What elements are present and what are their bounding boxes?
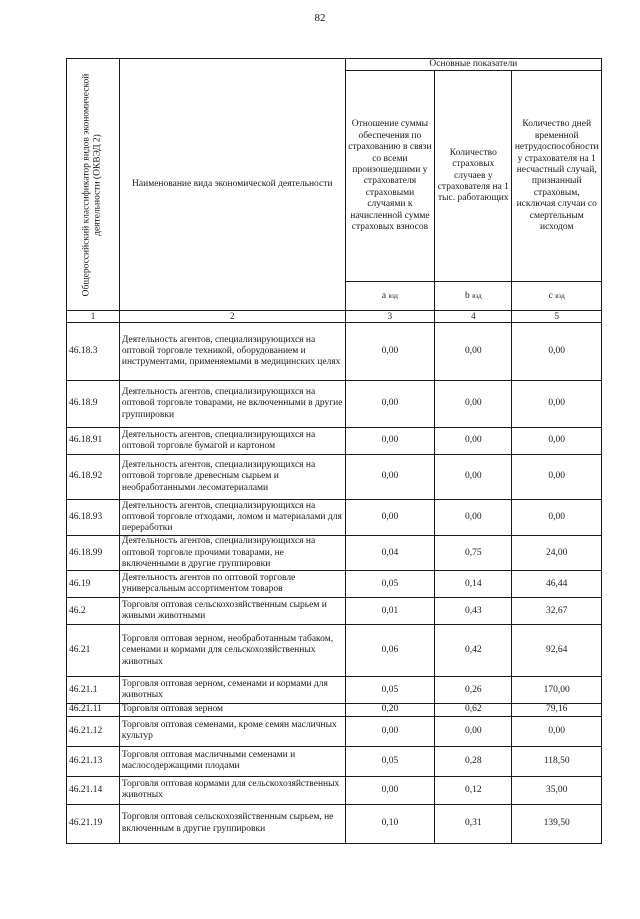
header-col-a: Отношение суммы обеспечения по страхованию в связи со всеми произошедшими у страхователя страховыми случаями к начисленной сумме страховых взносов — [345, 71, 435, 282]
row-activity-name: Деятельность агентов, специализирующихся на оптовой торговле техникой, оборудованием и инструментами, применяемыми в медицинских целях — [119, 323, 345, 381]
row-value-b: 0,00 — [435, 716, 512, 746]
symbol-c-sub: вэд — [555, 291, 565, 300]
row-code: 46.19 — [67, 571, 120, 598]
row-code: 46.2 — [67, 598, 120, 625]
table-row — [67, 704, 602, 716]
table-row — [67, 381, 602, 428]
row-value-a: 0,00 — [345, 776, 435, 804]
col-number-5: 5 — [512, 311, 602, 323]
row-code: 46.18.3 — [67, 323, 120, 381]
row-value-c: 79,16 — [512, 704, 602, 716]
row-value-c: 92,64 — [512, 625, 602, 677]
row-value-b: 0,14 — [435, 571, 512, 598]
table-row — [67, 716, 602, 746]
row-value-c: 24,00 — [512, 536, 602, 571]
header-activity-name: Наименование вида экономической деятельности — [119, 59, 345, 311]
row-code: 46.21.1 — [67, 677, 120, 704]
row-value-c: 118,50 — [512, 746, 602, 776]
row-code: 46.18.91 — [67, 428, 120, 455]
row-value-c: 46,44 — [512, 571, 602, 598]
row-code: 46.18.92 — [67, 455, 120, 500]
page-number: 82 — [314, 12, 326, 24]
row-value-b: 0,00 — [435, 323, 512, 381]
col-number-1: 1 — [67, 311, 120, 323]
header-col-c: Количество дней временной нетрудоспособности у страхователя на 1 несчастный случай, признанный страховым, исключая случаи со смертельным исходом — [512, 71, 602, 282]
row-activity-name: Торговля оптовая зерном, семенами и кормами для животных — [119, 677, 345, 704]
row-value-c: 32,67 — [512, 598, 602, 625]
row-activity-name: Торговля оптовая кормами для сельскохозяйственных животных — [119, 776, 345, 804]
row-value-a: 0,20 — [345, 704, 435, 716]
row-code: 46.18.93 — [67, 500, 120, 536]
table-row — [67, 571, 602, 598]
header-okved — [67, 59, 120, 311]
row-code: 46.21.14 — [67, 776, 120, 804]
row-code: 46.18.99 — [67, 536, 120, 571]
header-okved-text: Общероссийский классификатор видов экономической деятельности (ОКВЭД 2) — [81, 73, 103, 297]
row-value-a: 0,00 — [345, 716, 435, 746]
row-value-b: 0,31 — [435, 804, 512, 843]
row-value-b: 0,75 — [435, 536, 512, 571]
row-code: 46.18.9 — [67, 381, 120, 428]
table-row — [67, 677, 602, 704]
row-value-b: 0,00 — [435, 500, 512, 536]
row-value-c: 0,00 — [512, 716, 602, 746]
row-value-a: 0,05 — [345, 571, 435, 598]
row-value-a: 0,05 — [345, 677, 435, 704]
row-value-a: 0,00 — [345, 323, 435, 381]
table-row — [67, 500, 602, 536]
row-value-b: 0,42 — [435, 625, 512, 677]
row-value-c: 35,00 — [512, 776, 602, 804]
row-value-c: 0,00 — [512, 455, 602, 500]
row-activity-name: Деятельность агентов по оптовой торговле универсальным ассортиментом товаров — [119, 571, 345, 598]
row-value-a: 0,00 — [345, 455, 435, 500]
row-value-a: 0,01 — [345, 598, 435, 625]
table-row — [67, 804, 602, 843]
row-code: 46.21.11 — [67, 704, 120, 716]
row-activity-name: Деятельность агентов, специализирующихся на оптовой торговле отходами, ломом и материалами для переработки — [119, 500, 345, 536]
header-main-indicators: Основные показатели — [345, 59, 601, 71]
row-value-c: 139,50 — [512, 804, 602, 843]
col-number-2: 2 — [119, 311, 345, 323]
row-activity-name: Торговля оптовая зерном — [119, 704, 345, 716]
table-row — [67, 428, 602, 455]
table-row — [67, 625, 602, 677]
symbol-c — [512, 282, 602, 311]
row-value-c: 0,00 — [512, 323, 602, 381]
symbol-c-main: с — [548, 290, 553, 301]
row-activity-name: Торговля оптовая сельскохозяйственным сырьем, не включенным в другие группировки — [119, 804, 345, 843]
row-activity-name: Деятельность агентов, специализирующихся на оптовой торговле бумагой и картоном — [119, 428, 345, 455]
row-value-c: 0,00 — [512, 428, 602, 455]
row-value-a: 0,00 — [345, 500, 435, 536]
row-value-a: 0,00 — [345, 381, 435, 428]
row-activity-name: Деятельность агентов, специализирующихся на оптовой торговле товарами, не включенными в другие группировки — [119, 381, 345, 428]
table-row — [67, 536, 602, 571]
row-value-a: 0,04 — [345, 536, 435, 571]
col-number-4: 4 — [435, 311, 512, 323]
row-value-b: 0,26 — [435, 677, 512, 704]
row-value-c: 0,00 — [512, 500, 602, 536]
row-value-b: 0,00 — [435, 455, 512, 500]
header-col-b: Количество страховых случаев у страхователя на 1 тыс. работающих — [435, 71, 512, 282]
row-activity-name: Торговля оптовая зерном, необработанным табаком, семенами и кормами для сельскохозяйственных животных — [119, 625, 345, 677]
row-value-b: 0,12 — [435, 776, 512, 804]
row-code: 46.21.19 — [67, 804, 120, 843]
row-value-b: 0,00 — [435, 428, 512, 455]
row-value-a: 0,00 — [345, 428, 435, 455]
row-activity-name: Деятельность агентов, специализирующихся на оптовой торговле древесным сырьем и необработанными лесоматериалами — [119, 455, 345, 500]
table-row — [67, 776, 602, 804]
row-value-b: 0,00 — [435, 381, 512, 428]
table-row — [67, 455, 602, 500]
symbol-b-sub: вэд — [472, 291, 482, 300]
row-activity-name: Деятельность агентов, специализирующихся на оптовой торговле прочими товарами, не включенными в другие группировки — [119, 536, 345, 571]
row-value-a: 0,05 — [345, 746, 435, 776]
row-value-a: 0,10 — [345, 804, 435, 843]
row-activity-name: Торговля оптовая семенами, кроме семян масличных культур — [119, 716, 345, 746]
row-code: 46.21.12 — [67, 716, 120, 746]
row-value-b: 0,43 — [435, 598, 512, 625]
symbol-a — [345, 282, 435, 311]
row-code: 46.21 — [67, 625, 120, 677]
table-row — [67, 323, 602, 381]
row-value-a: 0,06 — [345, 625, 435, 677]
table-row — [67, 598, 602, 625]
row-value-c: 0,00 — [512, 381, 602, 428]
row-code: 46.21.13 — [67, 746, 120, 776]
header-row-group — [67, 59, 602, 71]
table-row — [67, 746, 602, 776]
row-value-b: 0,28 — [435, 746, 512, 776]
symbol-b — [435, 282, 512, 311]
row-value-c: 170,00 — [512, 677, 602, 704]
row-activity-name: Торговля оптовая масличными семенами и маслосодержащими плодами — [119, 746, 345, 776]
row-activity-name: Торговля оптовая сельскохозяйственным сырьем и живыми животными — [119, 598, 345, 625]
col-number-3: 3 — [345, 311, 435, 323]
symbol-a-sub: вэд — [388, 291, 398, 300]
column-number-row — [67, 311, 602, 323]
symbol-b-main: b — [465, 290, 470, 301]
insurance-indicators-table — [66, 58, 602, 844]
row-value-b: 0,62 — [435, 704, 512, 716]
symbol-a-main: а — [381, 290, 387, 301]
